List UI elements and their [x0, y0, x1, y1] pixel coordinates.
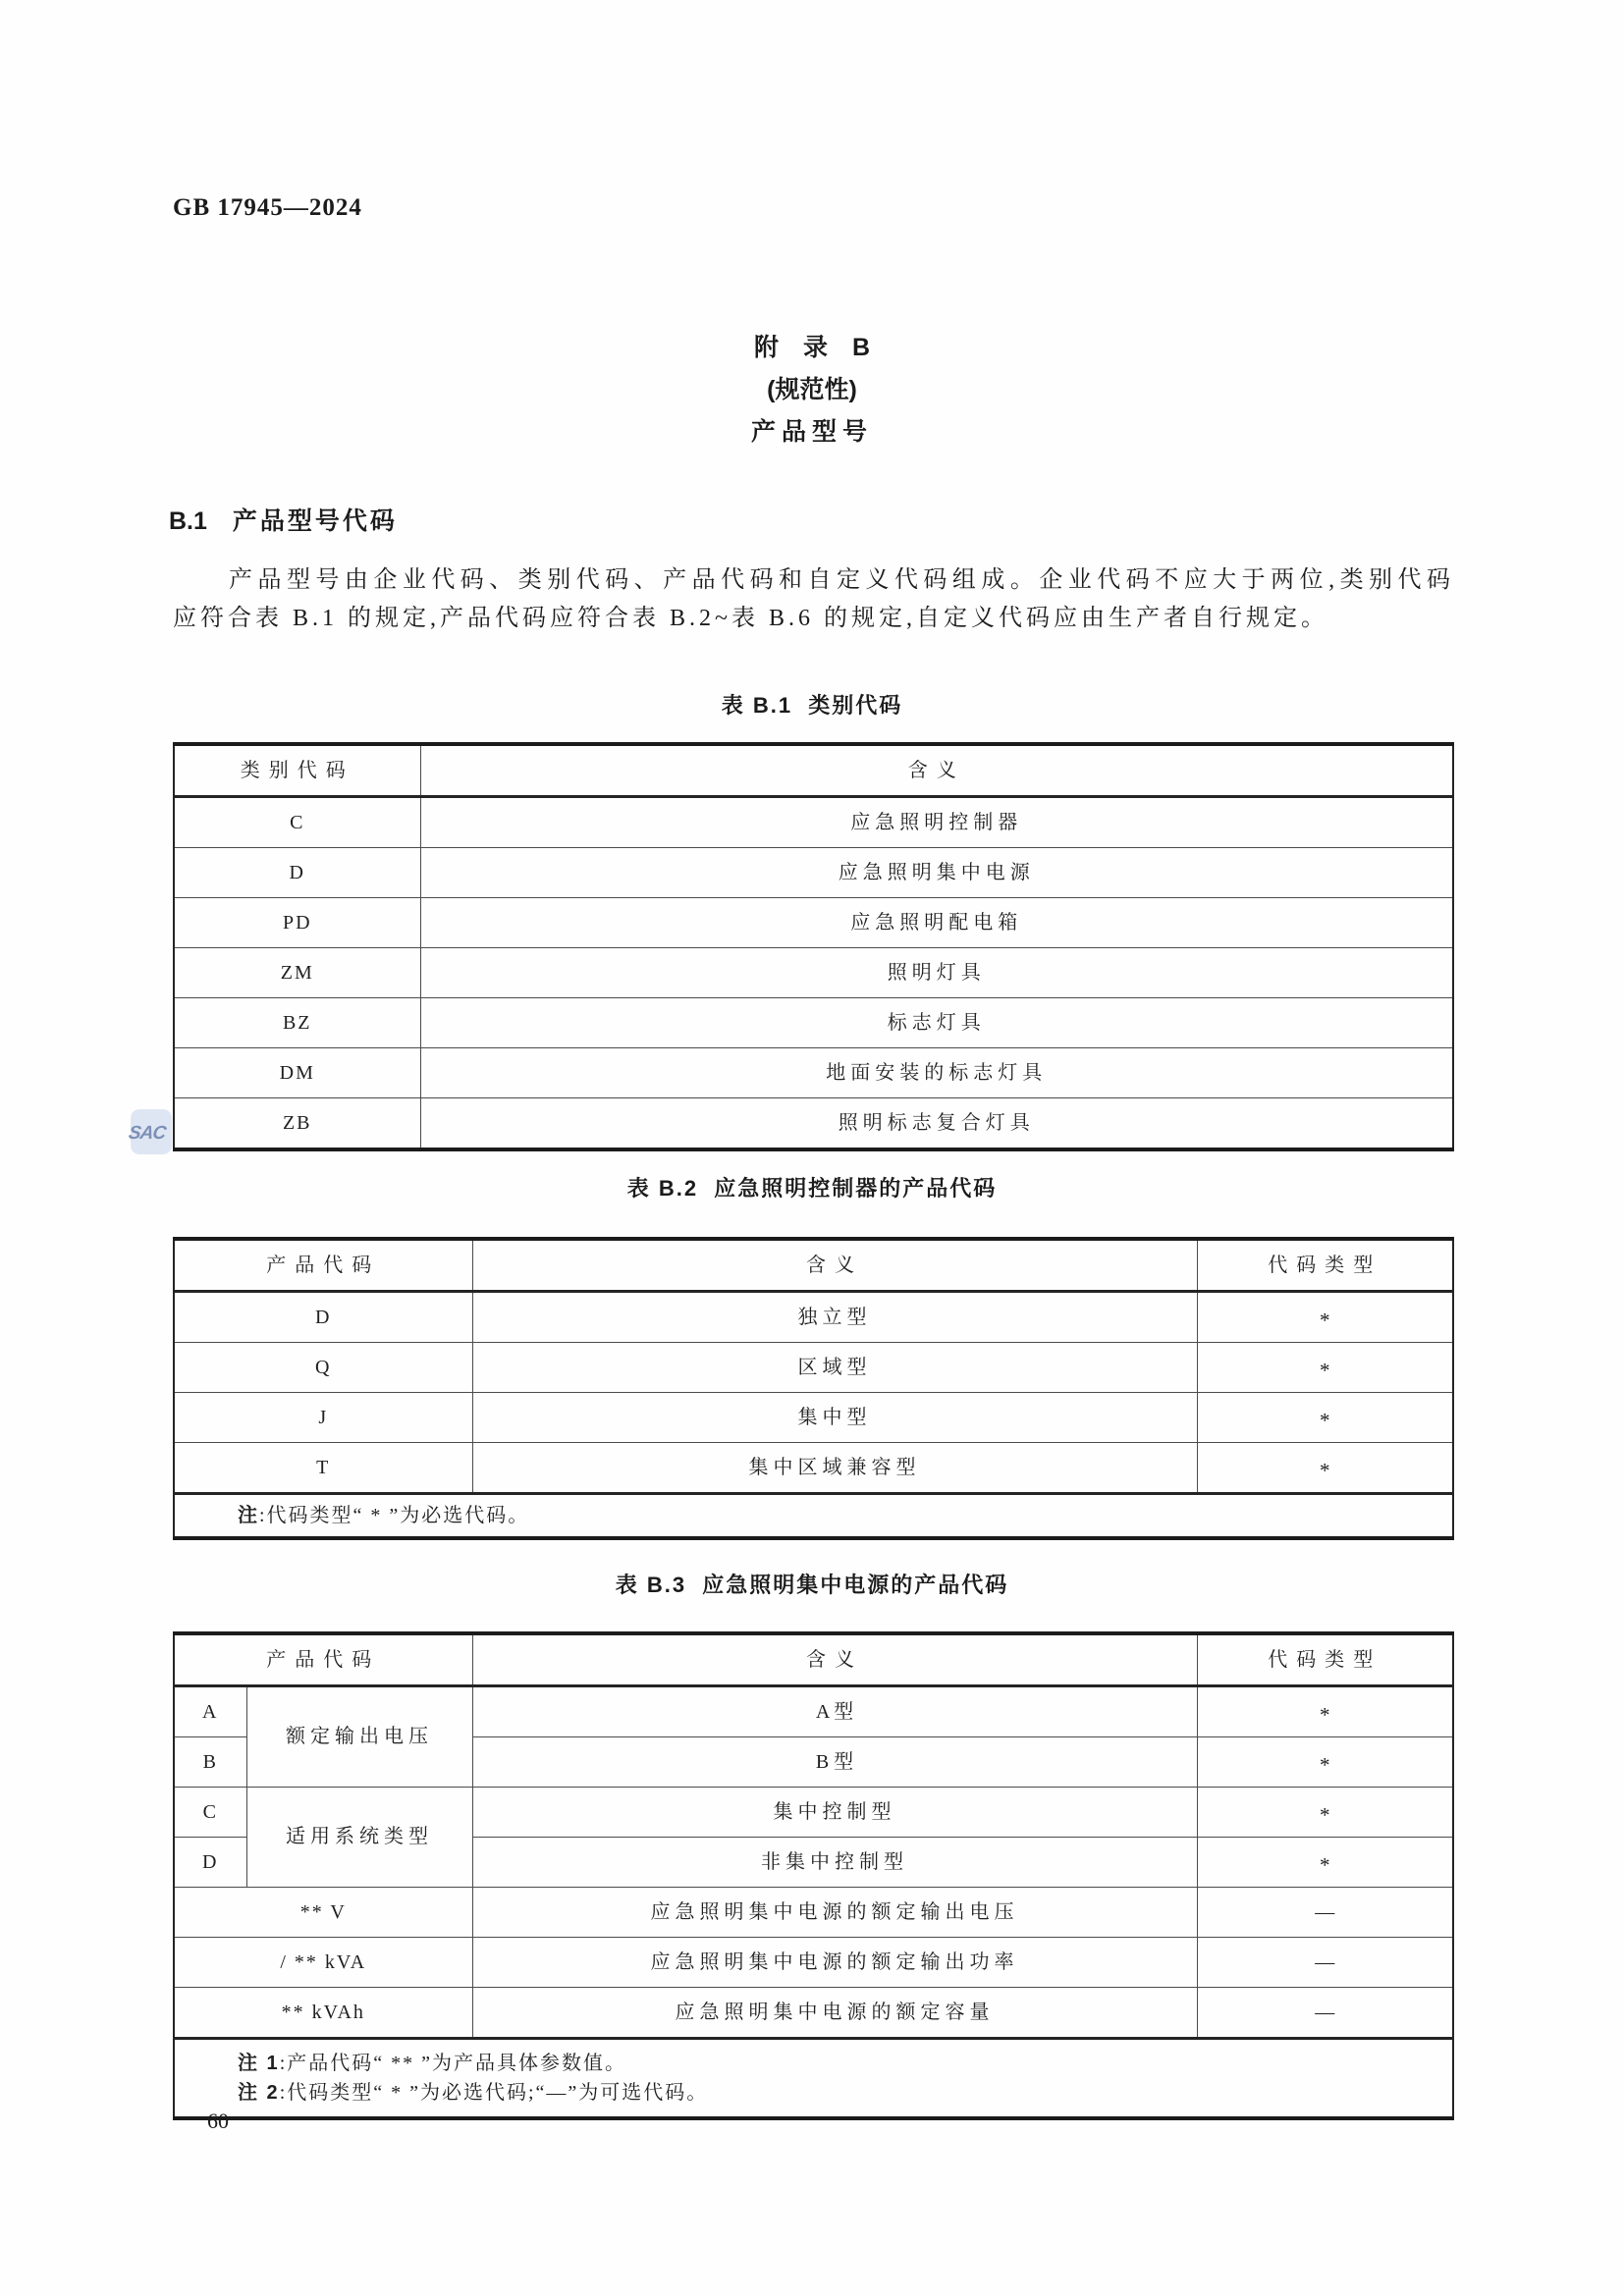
- product-code-cell: B: [174, 1737, 246, 1788]
- table-b2-caption: 表 B.2 应急照明控制器的产品代码: [626, 1176, 998, 1201]
- table-row: [174, 1048, 1453, 1098]
- required-code-mark: *: [1320, 1852, 1330, 1877]
- meaning-cell: 区域型: [472, 1343, 1197, 1393]
- product-code-cell: ** V: [174, 1888, 472, 1938]
- required-code-mark: *: [1320, 1702, 1330, 1727]
- meaning-cell: 独立型: [472, 1292, 1197, 1343]
- section-b1-heading: [169, 502, 398, 537]
- table-row: [174, 1393, 1453, 1443]
- page-number: 60: [207, 2109, 229, 2133]
- table-b2-controller-product-codes: [173, 1237, 1454, 1540]
- table-row: [174, 848, 1453, 898]
- required-code-mark: *: [1320, 1308, 1330, 1332]
- category-code-cell: D: [174, 848, 420, 898]
- table-row: [174, 948, 1453, 998]
- col-header-code-type: 代码类型: [1197, 1239, 1453, 1292]
- meaning-cell: 照明标志复合灯具: [420, 1098, 1453, 1150]
- required-code-mark: *: [1320, 1358, 1330, 1382]
- meaning-cell: 集中控制型: [472, 1788, 1197, 1838]
- code-type-cell: —: [1197, 1888, 1453, 1938]
- product-code-cell: ** kVAh: [174, 1988, 472, 2039]
- required-code-mark: *: [1320, 1458, 1330, 1482]
- meaning-cell: 应急照明集中电源的额定容量: [472, 1988, 1197, 2039]
- col-header-code-type: 代码类型: [1197, 1633, 1453, 1686]
- product-code-cell: D: [174, 1838, 246, 1888]
- category-code-cell: DM: [174, 1048, 420, 1098]
- note-text: :产品代码“ ** ”为产品具体参数值。: [279, 2053, 626, 2074]
- section-number: B.1: [169, 507, 207, 535]
- table-b1-category-codes: [173, 742, 1454, 1151]
- required-code-mark: *: [1320, 1408, 1330, 1432]
- table-row: [174, 797, 1453, 848]
- product-code-cell: T: [174, 1443, 472, 1494]
- code-type-cell: [1197, 1443, 1453, 1494]
- code-group-label: 额定输出电压: [246, 1686, 472, 1788]
- table-note-cell: [174, 1494, 1453, 1539]
- table-row: [174, 1888, 1453, 1938]
- code-type-cell: [1197, 1686, 1453, 1737]
- meaning-cell: 应急照明配电箱: [420, 898, 1453, 948]
- code-type-cell: [1197, 1737, 1453, 1788]
- meaning-cell: 标志灯具: [420, 998, 1453, 1048]
- note-label: 注: [238, 1505, 259, 1526]
- paragraph-line-1: 产品型号由企业代码、类别代码、产品代码和自定义代码组成。企业代码不应大于两位,类别代码: [229, 567, 1454, 593]
- required-code-mark: *: [1320, 1752, 1330, 1777]
- code-type-cell: [1197, 1393, 1453, 1443]
- table-header-row: [174, 744, 1453, 797]
- required-code-mark: *: [1320, 1802, 1330, 1827]
- meaning-cell: 应急照明集中电源的额定输出功率: [472, 1938, 1197, 1988]
- standard-number-header: GB 17945—2024: [173, 194, 362, 221]
- table-header-row: [174, 1633, 1453, 1686]
- table-row: [174, 1443, 1453, 1494]
- sac-watermark-logo: [127, 1109, 172, 1154]
- code-group-label: 适用系统类型: [246, 1788, 472, 1888]
- table-row: [174, 998, 1453, 1048]
- note-line-1: [238, 2049, 1442, 2078]
- note-line-2: [238, 2078, 1442, 2108]
- table-row: [174, 1686, 1453, 1737]
- meaning-cell: 应急照明控制器: [420, 797, 1453, 848]
- code-type-cell: [1197, 1343, 1453, 1393]
- product-code-cell: A: [174, 1686, 246, 1737]
- col-header-meaning: 含义: [472, 1239, 1197, 1292]
- paragraph-line-2: 应符合表 B.1 的规定,产品代码应符合表 B.2~表 B.6 的规定,自定义代码应由生产者自行规定。: [173, 606, 1329, 631]
- appendix-name: 产品型号: [750, 418, 873, 446]
- table-row: [174, 1788, 1453, 1838]
- category-code-cell: C: [174, 797, 420, 848]
- body-paragraph: [173, 561, 1454, 638]
- table-row: [174, 1292, 1453, 1343]
- section-title: 产品型号代码: [232, 507, 398, 535]
- code-type-cell: —: [1197, 1988, 1453, 2039]
- note-text: :代码类型“ * ”为必选代码。: [259, 1505, 530, 1526]
- table-b3-caption: 表 B.3 应急照明集中电源的产品代码: [615, 1573, 1009, 1597]
- table-note-row: [174, 2039, 1453, 2119]
- col-header-meaning: 含义: [420, 744, 1453, 797]
- category-code-cell: ZM: [174, 948, 420, 998]
- sac-watermark-text: SAC: [127, 1123, 167, 1144]
- meaning-cell: 非集中控制型: [472, 1838, 1197, 1888]
- table-header-row: [174, 1239, 1453, 1292]
- meaning-cell: 照明灯具: [420, 948, 1453, 998]
- code-type-cell: [1197, 1838, 1453, 1888]
- table-b1-caption: 表 B.1 类别代码: [721, 693, 903, 718]
- meaning-cell: 集中区域兼容型: [472, 1443, 1197, 1494]
- product-code-cell: Q: [174, 1343, 472, 1393]
- appendix-heading: [0, 327, 1624, 454]
- category-code-cell: PD: [174, 898, 420, 948]
- meaning-cell: A 型: [472, 1686, 1197, 1737]
- code-type-cell: [1197, 1292, 1453, 1343]
- product-code-cell: C: [174, 1788, 246, 1838]
- note-label: 注 1: [238, 2053, 280, 2074]
- code-type-cell: [1197, 1788, 1453, 1838]
- table-b3-central-power-product-codes: [173, 1631, 1454, 2120]
- table-note-row: [174, 1494, 1453, 1539]
- product-code-cell: J: [174, 1393, 472, 1443]
- note-text: :代码类型“ * ”为必选代码;“—”为可选代码。: [279, 2082, 709, 2104]
- meaning-cell: 应急照明集中电源的额定输出电压: [472, 1888, 1197, 1938]
- col-header-product-code: 产品代码: [174, 1633, 472, 1686]
- table-row: [174, 898, 1453, 948]
- meaning-cell: 集中型: [472, 1393, 1197, 1443]
- product-code-cell: D: [174, 1292, 472, 1343]
- table-row: [174, 1938, 1453, 1988]
- note-label: 注 2: [238, 2082, 280, 2104]
- appendix-subtitle: (规范性): [767, 376, 857, 403]
- product-code-cell: / ** kVA: [174, 1938, 472, 1988]
- appendix-title: 附 录 B: [753, 334, 871, 361]
- meaning-cell: 应急照明集中电源: [420, 848, 1453, 898]
- meaning-cell: B 型: [472, 1737, 1197, 1788]
- category-code-cell: BZ: [174, 998, 420, 1048]
- table-note-cell: [174, 2039, 1453, 2119]
- col-header-category-code: 类别代码: [174, 744, 420, 797]
- col-header-meaning: 含义: [472, 1633, 1197, 1686]
- col-header-product-code: 产品代码: [174, 1239, 472, 1292]
- table-row: [174, 1988, 1453, 2039]
- category-code-cell: ZB: [174, 1098, 420, 1150]
- table-row: [174, 1098, 1453, 1150]
- meaning-cell: 地面安装的标志灯具: [420, 1048, 1453, 1098]
- code-type-cell: —: [1197, 1938, 1453, 1988]
- table-row: [174, 1343, 1453, 1393]
